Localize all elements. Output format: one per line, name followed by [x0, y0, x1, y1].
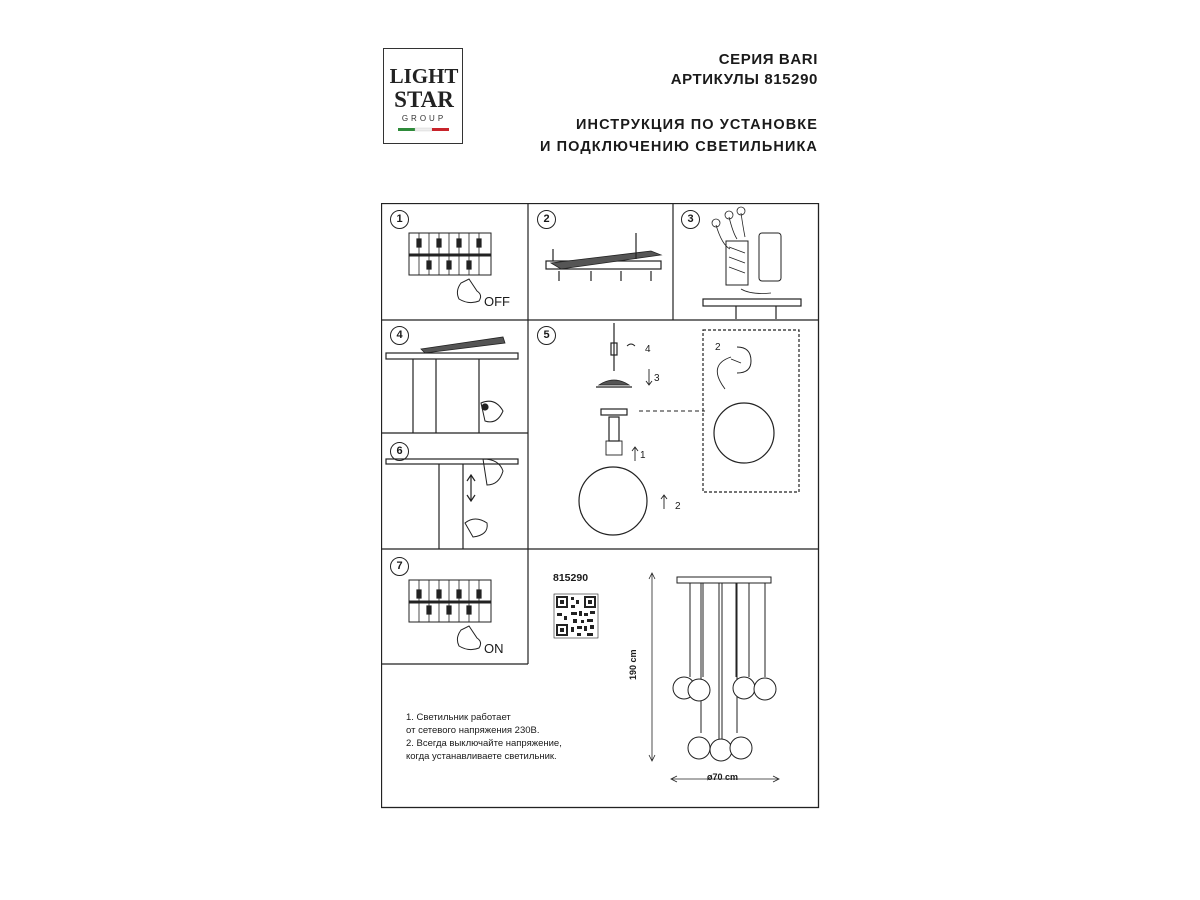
- mounting-bracket: [546, 233, 661, 281]
- note-line-1: 1. Светильник работает: [406, 712, 511, 723]
- series-header: [671, 50, 818, 90]
- detail-mark-2: 2: [715, 342, 721, 353]
- step-number-4: 4: [390, 326, 409, 345]
- wiring-terminal: [703, 207, 801, 319]
- step5-mark-4: 4: [645, 344, 651, 355]
- step-number-7: 7: [390, 557, 409, 576]
- canopy-assembly: [386, 337, 518, 433]
- product-code: 815290: [553, 572, 589, 584]
- safety-notes: [406, 711, 562, 763]
- breaker-panel-off: [409, 233, 491, 303]
- step-number-3: 3: [681, 210, 700, 229]
- breaker-panel-on: [409, 580, 491, 650]
- step-number-1: 1: [390, 210, 409, 229]
- step-number-2: 2: [537, 210, 556, 229]
- note-line-4: когда устанавливаете светильник.: [406, 751, 557, 762]
- note-line-2: от сетевого напряжения 230В.: [406, 725, 540, 736]
- logo-word-star: STAR: [394, 87, 454, 112]
- title-line-1: ИНСТРУКЦИЯ ПО УСТАНОВКЕ: [576, 117, 818, 133]
- series-name: СЕРИЯ BARI: [718, 51, 818, 68]
- note-line-3: 2. Всегда выключайте напряжение,: [406, 738, 562, 749]
- step5-mark-2: 2: [675, 501, 681, 512]
- step5-mark-1: 1: [640, 450, 646, 461]
- step-number-6: 6: [390, 442, 409, 461]
- article-number: АРТИКУЛЫ 815290: [670, 71, 818, 88]
- step-number-5: 5: [537, 326, 556, 345]
- logo-word-group: GROUP: [401, 114, 447, 123]
- height-dimension: 190 cm: [628, 649, 638, 680]
- cable-adjust: [386, 459, 518, 549]
- logo-artwork: [384, 49, 464, 145]
- lightstar-logo: [383, 48, 463, 144]
- qr-code: [554, 594, 598, 638]
- logo-word-light: LIGHT: [389, 64, 459, 88]
- diameter-dimension: ø70 cm: [707, 772, 739, 782]
- step5-mark-3: 3: [654, 373, 660, 384]
- product-drawing: [649, 573, 779, 782]
- pendant-detail-panel: [703, 330, 799, 492]
- pendant-assembly: [579, 323, 705, 535]
- instruction-title: [540, 114, 818, 158]
- title-line-2: И ПОДКЛЮЧЕНИЮ СВЕТИЛЬНИКА: [539, 139, 818, 155]
- on-label: ON: [484, 641, 504, 656]
- off-label: OFF: [484, 294, 510, 309]
